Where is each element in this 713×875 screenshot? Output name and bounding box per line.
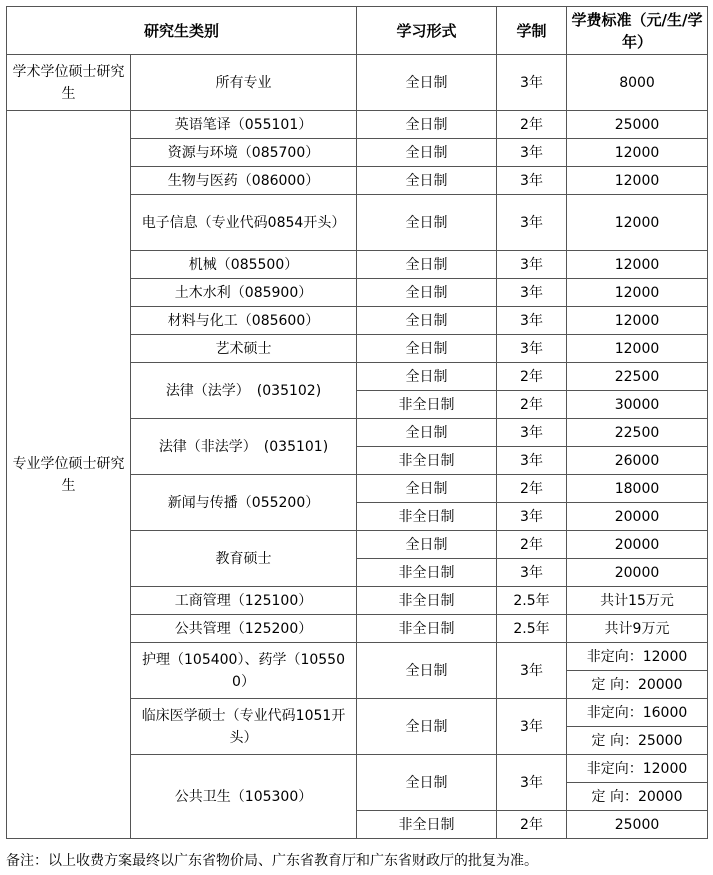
mode-cell: 全日制 (357, 111, 497, 139)
major-cell: 机械（085500） (131, 251, 357, 279)
fee-cell: 18000 (567, 475, 708, 503)
fee-cell: 22500 (567, 419, 708, 447)
header-row (7, 7, 708, 55)
mode-cell: 非全日制 (357, 447, 497, 475)
major-cell: 护理（105400）、药学（105500） (131, 643, 357, 699)
header-fee: 学费标准（元/生/学年） (567, 7, 708, 55)
fee-cell: 12000 (567, 195, 708, 251)
duration-cell: 2年 (497, 475, 567, 503)
duration-cell: 2年 (497, 531, 567, 559)
major-cell: 资源与环境（085700） (131, 139, 357, 167)
fee-cell: 12000 (567, 167, 708, 195)
mode-cell: 全日制 (357, 335, 497, 363)
header-duration: 学制 (497, 7, 567, 55)
duration-cell: 3年 (497, 643, 567, 699)
major-cell: 法律（法学） (035102) (131, 363, 357, 419)
professional-category: 专业学位硕士研究生 (7, 111, 131, 839)
duration-cell: 3年 (497, 503, 567, 531)
duration-cell: 3年 (497, 195, 567, 251)
mode-cell: 非全日制 (357, 559, 497, 587)
mode-cell: 全日制 (357, 195, 497, 251)
fee-cell: 共计9万元 (567, 615, 708, 643)
mode-cell: 非全日制 (357, 615, 497, 643)
mode-cell: 全日制 (357, 643, 497, 699)
mode-cell: 全日制 (357, 755, 497, 811)
header-mode: 学习形式 (357, 7, 497, 55)
mode-cell: 全日制 (357, 419, 497, 447)
fee-cell: 定 向：25000 (567, 727, 708, 755)
major-cell: 法律（非法学） (035101) (131, 419, 357, 475)
duration-cell: 2年 (497, 111, 567, 139)
duration-cell: 2年 (497, 363, 567, 391)
major-cell: 公共管理（125200） (131, 615, 357, 643)
duration-cell: 3年 (497, 139, 567, 167)
duration-cell: 3年 (497, 251, 567, 279)
mode-cell: 全日制 (357, 699, 497, 755)
mode-cell: 全日制 (357, 307, 497, 335)
major-cell: 教育硕士 (131, 531, 357, 587)
mode-cell: 非全日制 (357, 391, 497, 419)
fee-cell: 12000 (567, 139, 708, 167)
fee-cell: 定 向：20000 (567, 671, 708, 699)
major-cell: 材料与化工（085600） (131, 307, 357, 335)
mode-cell: 非全日制 (357, 587, 497, 615)
header-category: 研究生类别 (7, 7, 357, 55)
duration-cell: 2.5年 (497, 587, 567, 615)
duration-cell: 3年 (497, 447, 567, 475)
mode-cell: 全日制 (357, 139, 497, 167)
major-cell: 英语笔译（055101） (131, 111, 357, 139)
fee-cell: 20000 (567, 503, 708, 531)
major-cell: 艺术硕士 (131, 335, 357, 363)
footnote: 备注：以上收费方案最终以广东省物价局、广东省教育厅和广东省财政厅的批复为准。 (6, 853, 538, 869)
mode-cell: 全日制 (357, 531, 497, 559)
table-row (7, 55, 708, 111)
fee-cell: 定 向：20000 (567, 783, 708, 811)
fee-cell: 12000 (567, 335, 708, 363)
major-cell: 土木水利（085900） (131, 279, 357, 307)
major-cell: 电子信息（专业代码0854开头） (131, 195, 357, 251)
fee-cell: 20000 (567, 531, 708, 559)
fee-cell: 非定向：12000 (567, 755, 708, 783)
mode-cell: 非全日制 (357, 503, 497, 531)
mode-cell: 非全日制 (357, 811, 497, 839)
duration-cell: 3年 (497, 335, 567, 363)
academic-fee: 8000 (567, 55, 708, 111)
fee-cell: 22500 (567, 363, 708, 391)
fee-cell: 26000 (567, 447, 708, 475)
fee-cell: 非定向：16000 (567, 699, 708, 727)
duration-cell: 3年 (497, 307, 567, 335)
major-cell: 临床医学硕士（专业代码1051开头） (131, 699, 357, 755)
fee-cell: 25000 (567, 811, 708, 839)
table-row (7, 111, 708, 139)
fee-cell: 12000 (567, 251, 708, 279)
major-cell: 公共卫生（105300） (131, 755, 357, 839)
tuition-fee-table (6, 6, 708, 839)
fee-cell: 共计15万元 (567, 587, 708, 615)
academic-duration: 3年 (497, 55, 567, 111)
fee-cell: 12000 (567, 307, 708, 335)
duration-cell: 3年 (497, 755, 567, 811)
duration-cell: 2年 (497, 811, 567, 839)
mode-cell: 全日制 (357, 251, 497, 279)
academic-mode: 全日制 (357, 55, 497, 111)
mode-cell: 全日制 (357, 475, 497, 503)
duration-cell: 2.5年 (497, 615, 567, 643)
mode-cell: 全日制 (357, 363, 497, 391)
duration-cell: 3年 (497, 559, 567, 587)
fee-cell: 20000 (567, 559, 708, 587)
duration-cell: 3年 (497, 699, 567, 755)
mode-cell: 全日制 (357, 167, 497, 195)
major-cell: 生物与医药（086000） (131, 167, 357, 195)
major-cell: 工商管理（125100） (131, 587, 357, 615)
major-cell: 新闻与传播（055200） (131, 475, 357, 531)
fee-cell: 30000 (567, 391, 708, 419)
fee-cell: 25000 (567, 111, 708, 139)
academic-category: 学术学位硕士研究生 (7, 55, 131, 111)
duration-cell: 3年 (497, 279, 567, 307)
mode-cell: 全日制 (357, 279, 497, 307)
fee-cell: 非定向：12000 (567, 643, 708, 671)
duration-cell: 3年 (497, 419, 567, 447)
duration-cell: 2年 (497, 391, 567, 419)
academic-major: 所有专业 (131, 55, 357, 111)
fee-cell: 12000 (567, 279, 708, 307)
duration-cell: 3年 (497, 167, 567, 195)
